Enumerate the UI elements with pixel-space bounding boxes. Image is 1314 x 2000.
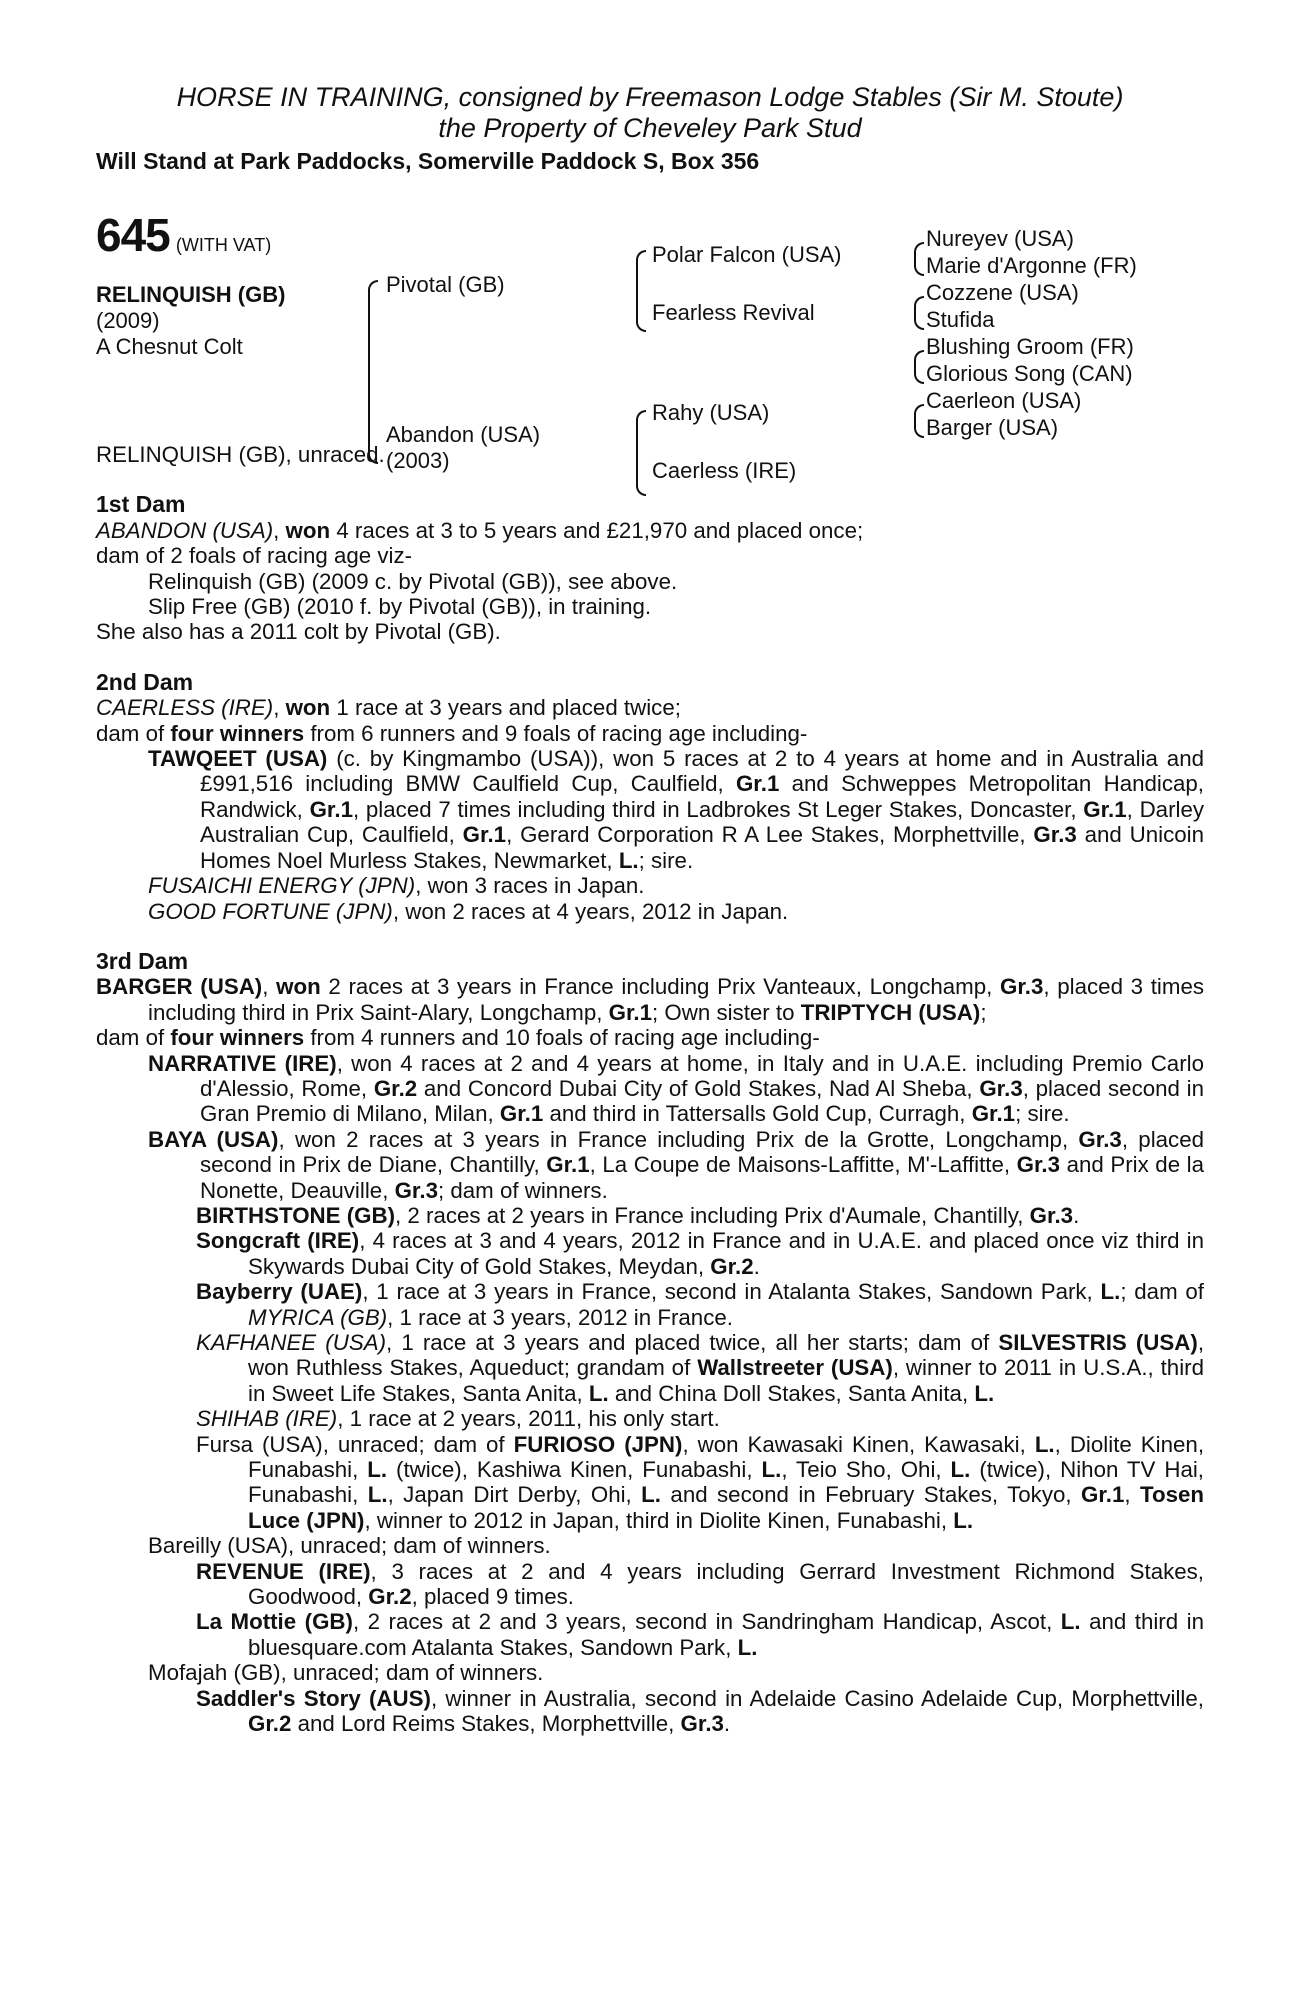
first-dam-heading: 1st Dam: [96, 491, 186, 518]
progeny-kafhanee: KAFHANEE (USA), 1 race at 3 years and placed twice, all her starts; dam of SILVESTRIS (USA), won Ruthless Stakes, Aqueduct; grandam of Wallstreeter (USA), winner to 2011 in U.S.A., third in Sweet Life Stakes, Santa Anita, L. and China Doll Stakes, Santa Anita, L.: [196, 1330, 1205, 1406]
ds-sire: Blushing Groom (FR): [926, 334, 1134, 359]
progeny-birthstone: BIRTHSTONE (GB), 2 races at 2 years in France including Prix d'Aumale, Chantilly, Gr.3.: [196, 1202, 1080, 1228]
progeny-songcraft: Songcraft (IRE), 4 races at 3 and 4 years, 2012 in France and in U.A.E. and placed once viz third in Skywards Dubai City of Gold Stakes, Meydan, Gr.2.: [196, 1228, 1204, 1279]
progeny-fusaichi: FUSAICHI ENERGY (JPN), won 3 races in Japan.: [148, 873, 645, 899]
consignor-line: HORSE IN TRAINING, consigned by Freemason Lodge Stables (Sir M. Stoute): [176, 82, 1124, 112]
horse-description: A Chesnut Colt: [96, 334, 243, 359]
sire-sire: Polar Falcon (USA): [652, 242, 842, 267]
dam: Abandon (USA): [386, 422, 541, 447]
progeny-shihab: SHIHAB (IRE), 1 race at 2 years, 2011, his only start.: [196, 1406, 720, 1432]
bracket-g3-2: [914, 296, 924, 330]
third-dam-produce: dam of four winners from 4 runners and 10 foals of racing age including-: [96, 1025, 820, 1051]
bracket-sire-line: [636, 250, 646, 332]
unraced-note: RELINQUISH (GB), unraced.: [96, 442, 385, 467]
progeny-tawqeet: TAWQEET (USA) (c. by Kingmambo (USA)), won 5 races at 2 to 4 years at home and in Australia and £991,516 including BMW Caulfield Cup, Caulfield, Gr.1 and Schweppes Metropolitan Handicap, Randwick, Gr.1, placed 7 times including third in Ladbrokes St Leger Stakes, Doncaster, Gr.1, Darley Australian Cup, Caulfield, Gr.1, Gerard Corporation R A Lee Stakes, Morphettville, Gr.3 and Unicoin Homes Noel Murless Stakes, Newmarket, L.; sire.: [148, 746, 1205, 873]
progeny-bareilly: Bareilly (USA), unraced; dam of winners.: [148, 1533, 551, 1559]
dam-year: (2003): [386, 448, 450, 473]
progeny-fursa: Fursa (USA), unraced; dam of FURIOSO (JPN), won Kawasaki Kinen, Kawasaki, L., Diolite Kinen, Funabashi, L. (twice), Kashiwa Kinen, Funabashi, L., Teio Sho, Ohi, L. (twice), Nihon TV Hai, Funabashi, L., Japan Dirt Derby, Ohi, L. and second in February Stakes, Tokyo, Gr.1, Tosen Luce (JPN), winner to 2012 in Japan, third in Diolite Kinen, Funabashi, L.: [196, 1431, 1205, 1533]
ds-dam: Glorious Song (CAN): [926, 361, 1133, 386]
sd-sire: Cozzene (USA): [926, 280, 1079, 305]
second-dam-heading: 2nd Dam: [96, 668, 194, 695]
sire-dam: Fearless Revival: [652, 300, 815, 325]
third-dam-line: BARGER (USA), won 2 races at 3 years in France including Prix Vanteaux, Longchamp, Gr.3, placed 3 times including third in Prix Saint-Alary, Longchamp, Gr.1; Own sister to TRIPTYCH (USA);: [96, 974, 1205, 1025]
horse-year: (2009): [96, 308, 160, 333]
catalogue-page: [96, 82, 1205, 1737]
first-dam-produce: dam of 2 foals of racing age viz-: [96, 543, 413, 569]
second-dam-produce: dam of four winners from 6 runners and 9 foals of racing age including-: [96, 720, 808, 746]
property-line: the Property of Cheveley Park Stud: [438, 113, 862, 143]
dd-sire: Caerleon (USA): [926, 388, 1082, 413]
progeny-bayberry: Bayberry (UAE), 1 race at 3 years in France, second in Atalanta Stakes, Sandown Park, L.; dam of MYRICA (GB), 1 race at 3 years, 2012 in France.: [196, 1279, 1204, 1330]
ss-dam: Marie d'Argonne (FR): [926, 253, 1137, 278]
lot-number: 645: [96, 209, 170, 261]
produce-record: [96, 442, 1204, 1737]
foal-entry: Slip Free (GB) (2010 f. by Pivotal (GB)), in training.: [148, 594, 652, 620]
bracket-generation-1: [368, 280, 378, 464]
horse-name: RELINQUISH (GB): [96, 282, 286, 307]
bracket-g3-3: [914, 350, 924, 384]
sire: Pivotal (GB): [386, 272, 505, 297]
dam-dam: Caerless (IRE): [652, 458, 797, 483]
first-dam-note: She also has a 2011 colt by Pivotal (GB).: [96, 619, 501, 645]
progeny-la-mottie: La Mottie (GB), 2 races at 2 and 3 years, second in Sandringham Handicap, Ascot, L. and third in bluesquare.com Atalanta Stakes, Sandown Park, L.: [196, 1609, 1204, 1660]
bracket-g3-4: [914, 404, 924, 438]
progeny-revenue: REVENUE (IRE), 3 races at 2 and 4 years including Gerrard Investment Richmond Stakes, Goodwood, Gr.2, placed 9 times.: [196, 1558, 1204, 1610]
progeny-mofajah: Mofajah (GB), unraced; dam of winners.: [148, 1660, 544, 1686]
dam-sire: Rahy (USA): [652, 400, 770, 425]
progeny-baya: BAYA (USA), won 2 races at 3 years in France including Prix de la Grotte, Longchamp, Gr.3, placed second in Prix de Diane, Chantilly, Gr.1, La Coupe de Maisons-Laffitte, M'-Laffitte, Gr.3 and Prix de la Nonette, Deauville, Gr.3; dam of winners.: [148, 1126, 1204, 1203]
bracket-g3-1: [914, 242, 924, 276]
progeny-narrative: NARRATIVE (IRE), won 4 races at 2 and 4 years at home, in Italy and in U.A.E. including Premio Carlo d'Alessio, Rome, Gr.2 and Concord Dubai City of Gold Stakes, Nad Al Sheba, Gr.3, placed second in Gran Premio di Milano, Milan, Gr.1 and third in Tattersalls Gold Cup, Curragh, Gr.1; sire.: [148, 1050, 1204, 1127]
dd-dam: Barger (USA): [926, 415, 1059, 440]
foal-entry: Relinquish (GB) (2009 c. by Pivotal (GB)), see above.: [148, 568, 678, 594]
location-line: Will Stand at Park Paddocks, Somerville Paddock S, Box 356: [96, 148, 760, 174]
vat-note: (WITH VAT): [175, 235, 272, 255]
ss-sire: Nureyev (USA): [926, 226, 1074, 251]
progeny-saddlers-story: Saddler's Story (AUS), winner in Australia, second in Adelaide Casino Adelaide Cup, Morphettville, Gr.2 and Lord Reims Stakes, Morphettville, Gr.3.: [196, 1685, 1204, 1737]
third-dam-heading: 3rd Dam: [96, 947, 189, 974]
progeny-good-fortune: GOOD FORTUNE (JPN), won 2 races at 4 years, 2012 in Japan.: [148, 898, 789, 924]
first-dam-line: ABANDON (USA), won 4 races at 3 to 5 years and £21,970 and placed once;: [96, 517, 864, 543]
sd-dam: Stufida: [926, 307, 995, 332]
second-dam-line: CAERLESS (IRE), won 1 race at 3 years and placed twice;: [96, 695, 681, 721]
